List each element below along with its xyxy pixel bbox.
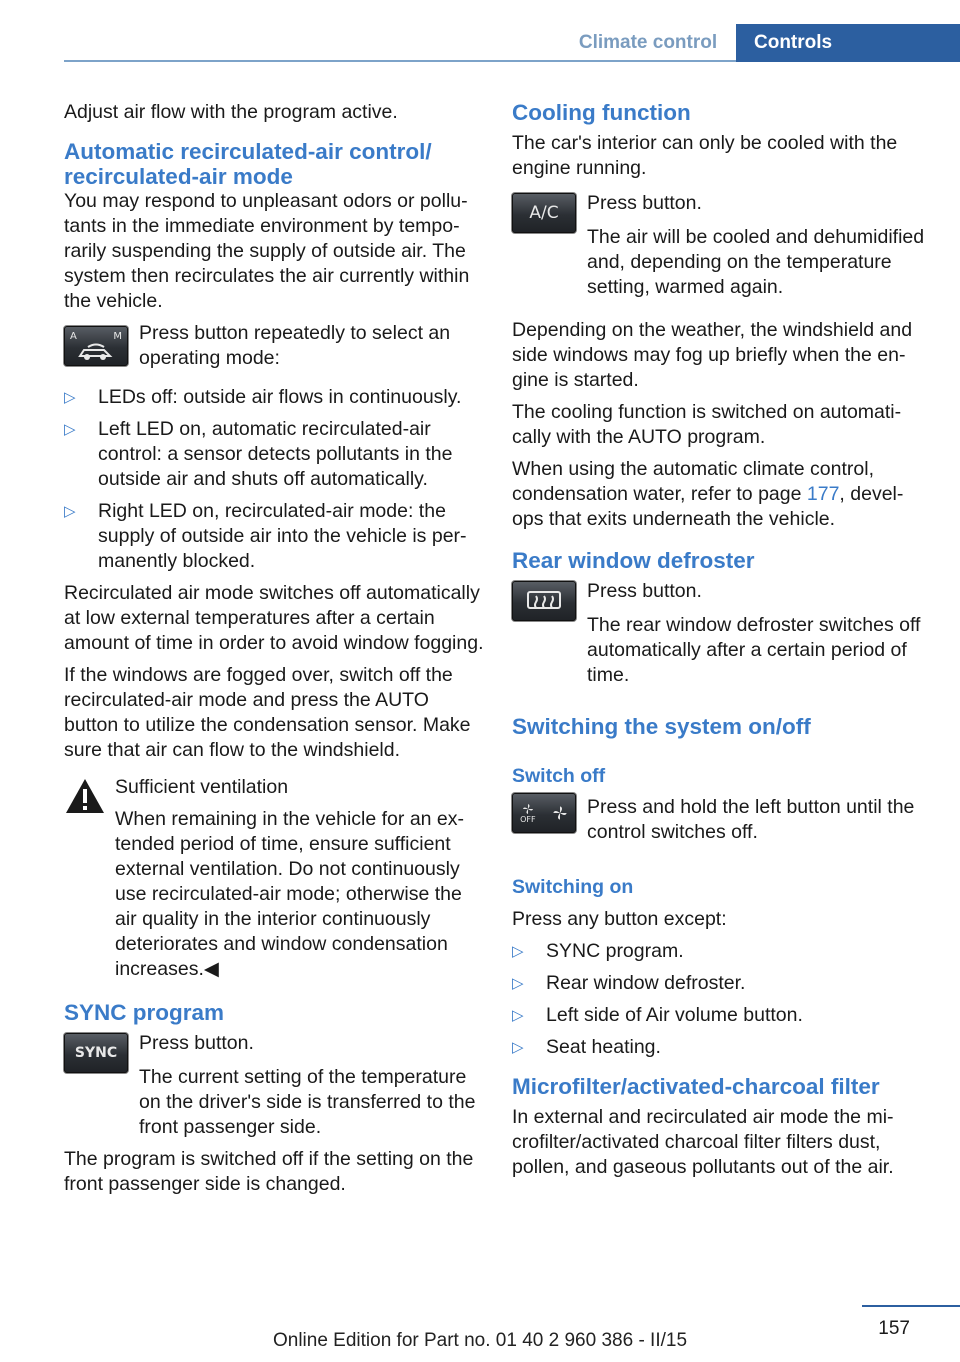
sync-press-text: Press button. — [139, 1032, 254, 1054]
chapter-tab[interactable]: Controls — [736, 24, 960, 62]
auto-text: The cooling function is switched on automatically with the AUTO program. — [512, 401, 902, 448]
sync-button-row — [64, 1031, 484, 1061]
warning-title: Sufficient ventilation — [115, 776, 289, 798]
page-number: 157 — [878, 1318, 910, 1339]
sync-text: The current setting of the temperature on the driver's side is transferred to the front passenger side. — [139, 1066, 476, 1138]
ac-button[interactable]: A/C — [512, 193, 576, 233]
low-temp-text: Recirculated air mode switches off automatically at low external temperatures after a certain amount of time in order to avoid window fogging. — [64, 582, 484, 654]
defrost-button[interactable] — [512, 581, 576, 621]
right-column — [512, 100, 928, 1187]
list-item: ▷ LEDs off: outside air flows in continuously. — [64, 386, 462, 408]
list-item: ▷ Rear window defroster. — [512, 972, 746, 994]
sync-heading: SYNC program — [64, 1000, 225, 1025]
defrost-button-row — [512, 579, 928, 609]
switching-on-text: Press any button except: — [512, 908, 727, 930]
ac-button-row — [512, 191, 928, 221]
fan-icon — [522, 803, 534, 815]
cooling-heading: Cooling function — [512, 100, 691, 125]
weather-text: Depending on the weather, the windshield and side windows may fog up briefly when the engine is started. — [512, 319, 913, 391]
defrost-text: The rear window defroster switches off automatically after a certain period of time. — [587, 614, 921, 686]
bullet-icon: ▷ — [512, 943, 524, 960]
edition-text: Online Edition for Part no. 01 40 2 960 386 - II/15 — [272, 1330, 688, 1351]
cooling-text: The car's interior can only be cooled with the engine running. — [512, 132, 898, 179]
intro-text: Adjust air flow with the program active. — [64, 101, 398, 123]
left-column — [64, 100, 484, 1204]
fan-icon — [552, 805, 568, 821]
recirc-text: You may respond to unpleasant odors or pollutants in the immediate environment by temporarily suspending the supply of outside air. The system then recirculates the air currently within the vehicle. — [64, 190, 470, 312]
defrost-heading: Rear window defroster — [512, 548, 755, 573]
warning-triangle-icon — [64, 777, 106, 815]
filter-text: In external and recirculated air mode the microfilter/activated charcoal filter filters dust, pollen, and gaseous pollutants out of the air. — [512, 1106, 894, 1178]
mode-list — [64, 385, 484, 574]
ac-text: The air will be cooled and dehumidified and, depending on the temperature setting, warmed again. — [587, 226, 925, 298]
page-link[interactable]: 177 — [806, 483, 840, 505]
filter-heading: Microfilter/activated-charcoal filter — [512, 1074, 880, 1099]
bullet-icon: ▷ — [64, 503, 76, 520]
fogged-text: If the windows are fogged over, switch off the recirculated-air mode and press the AUTO button to utilize the condensation sensor. Make sure that air can flow to the windshield. — [64, 664, 471, 761]
list-item: ▷ Left side of Air volume button. — [512, 1004, 803, 1026]
bullet-icon: ▷ — [64, 389, 76, 406]
condensation-text: When using the automatic climate control, condensation water, refer to page 177, develops that exits underneath the vehicle. — [512, 458, 904, 530]
footer-rule — [862, 1305, 960, 1307]
bullet-icon: ▷ — [512, 1007, 524, 1024]
list-item: ▷ SYNC program. — [512, 940, 684, 962]
warning-block — [64, 775, 484, 982]
list-item: ▷ Seat heating. — [512, 1036, 661, 1058]
bullet-icon: ▷ — [64, 421, 76, 438]
rear-defroster-icon — [524, 589, 564, 613]
recirc-heading: Automatic recirculated-air control/ recirculated-air mode — [64, 139, 432, 189]
recirc-label-m: M — [113, 331, 122, 342]
list-item: ▷ Left LED on, automatic recirculated-air control: a sensor detects pollutants in the outside air and shuts off automatically. — [64, 418, 453, 490]
switching-on-heading: Switching on — [512, 876, 634, 898]
off-button[interactable]: OFF — [512, 793, 576, 833]
bullet-icon: ▷ — [512, 975, 524, 992]
defrost-press-text: Press button. — [587, 580, 702, 602]
ac-press-text: Press button. — [587, 192, 702, 214]
bullet-icon: ▷ — [512, 1039, 524, 1056]
off-button-row — [512, 795, 928, 847]
car-recirculation-icon — [76, 342, 116, 362]
onoff-heading: Switching the system on/off — [512, 714, 811, 739]
switch-off-heading: Switch off — [512, 765, 606, 787]
list-item: ▷ Right LED on, recirculated-air mode: the supply of outside air into the vehicle is permanently blocked. — [64, 500, 467, 572]
recirc-button-text: Press button repeatedly to select an operating mode: — [139, 322, 451, 369]
recirc-button-row — [64, 321, 484, 371]
exception-list — [512, 939, 928, 1060]
off-text: Press and hold the left button until the control switches off. — [587, 796, 915, 843]
warning-text: When remaining in the vehicle for an extended period of time, ensure sufficient external ventilation. Do not continuously use recirculated-air mode; otherwise the air quality in the interior continuously deteriorates and window condensation increases.◀ — [115, 808, 465, 980]
section-tab[interactable]: Climate control — [578, 32, 718, 53]
recirc-label-a: A — [70, 331, 77, 342]
sync-button[interactable]: SYNC — [64, 1033, 128, 1073]
recirc-button[interactable] — [64, 326, 128, 366]
sync-off-text: The program is switched off if the setting on the front passenger side is changed. — [64, 1148, 474, 1195]
